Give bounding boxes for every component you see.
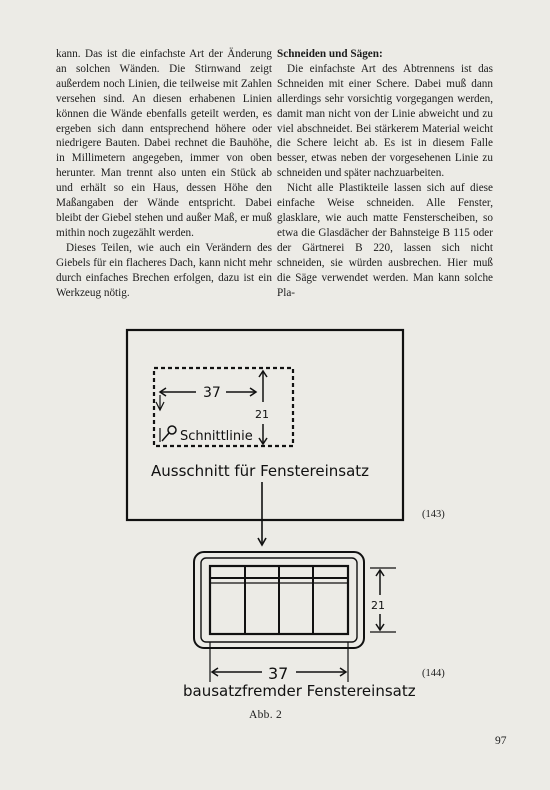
- figure-number-143: (143): [422, 509, 445, 520]
- left-paragraph-1: kann. Das ist die einfachste Art der Änderung an solchen Wänden. Die Stirnwand zeigt außerdem noch Linien, die teilweise mit Zahlen versehen sind. An diesen erhabenen Linien können die Wände ebenfalls geteilt werden, es ergeben sich dann entsprechend höhere oder niedrigere Bauten. Dabei rechnet die Bauhöhe, in Millimetern angegeben, immer von oben herunter. Man trennt also unten ein Stück ab und erhält so ein Haus, dessen Höhe den Maßangaben der Wände entspricht. Dabei bleibt der Giebel stehen und außer Maß, er muß mithin noch zugezählt werden.: [56, 48, 272, 239]
- top-height-label: 21: [255, 408, 269, 421]
- figure-number-144: (144): [422, 668, 445, 679]
- bottom-height-label: 21: [371, 599, 385, 612]
- right-paragraph-1: Die einfachste Art des Abtrennens ist das Schneiden mit einer Schere. Dabei muß dann allerdings sehr vorsichtig vorgegangen werden, damit man nicht von der Linie abweicht und zu viel abschneidet. Bei stärkerem Material weicht die Schere leicht ab. Es ist in diesem Falle besser, etwas neben der vorgesehenen Linie zu schneiden und später nachzuarbeiten.: [277, 62, 493, 180]
- cut-line-label: Schnittlinie: [180, 429, 253, 444]
- bottom-width-label: 37: [268, 664, 289, 683]
- section-heading: Schneiden und Sägen:: [277, 48, 383, 60]
- right-paragraph-2: Nicht alle Plastikteile lassen sich auf diese einfache Weise schneiden. Alle Fenster, glasklare, wie auch matte Fensterscheiben, so etwa die Glasdächer der Bahnsteige B 115 oder der Gärtnerei B 220, lassen sich nicht schneiden, sie würden ausbrechen. Hier muß die Säge verwendet werden. Man kann solche Pla-: [277, 182, 493, 299]
- page-number: 97: [495, 735, 507, 747]
- bottom-caption: bausatzfremder Fenstereinsatz: [183, 682, 416, 700]
- top-width-label: 37: [203, 385, 221, 401]
- figure-label: Abb. 2: [249, 709, 283, 721]
- top-caption: Ausschnitt für Fenstereinsatz: [151, 462, 370, 480]
- left-paragraph-2: Dieses Teilen, wie auch ein Verändern des Giebels für ein flacheres Dach, kann nicht mehr durch einfaches Brechen erfolgen, dazu ist ein Werkzeug nötig.: [56, 241, 272, 299]
- wall-panel-outline: [127, 330, 403, 520]
